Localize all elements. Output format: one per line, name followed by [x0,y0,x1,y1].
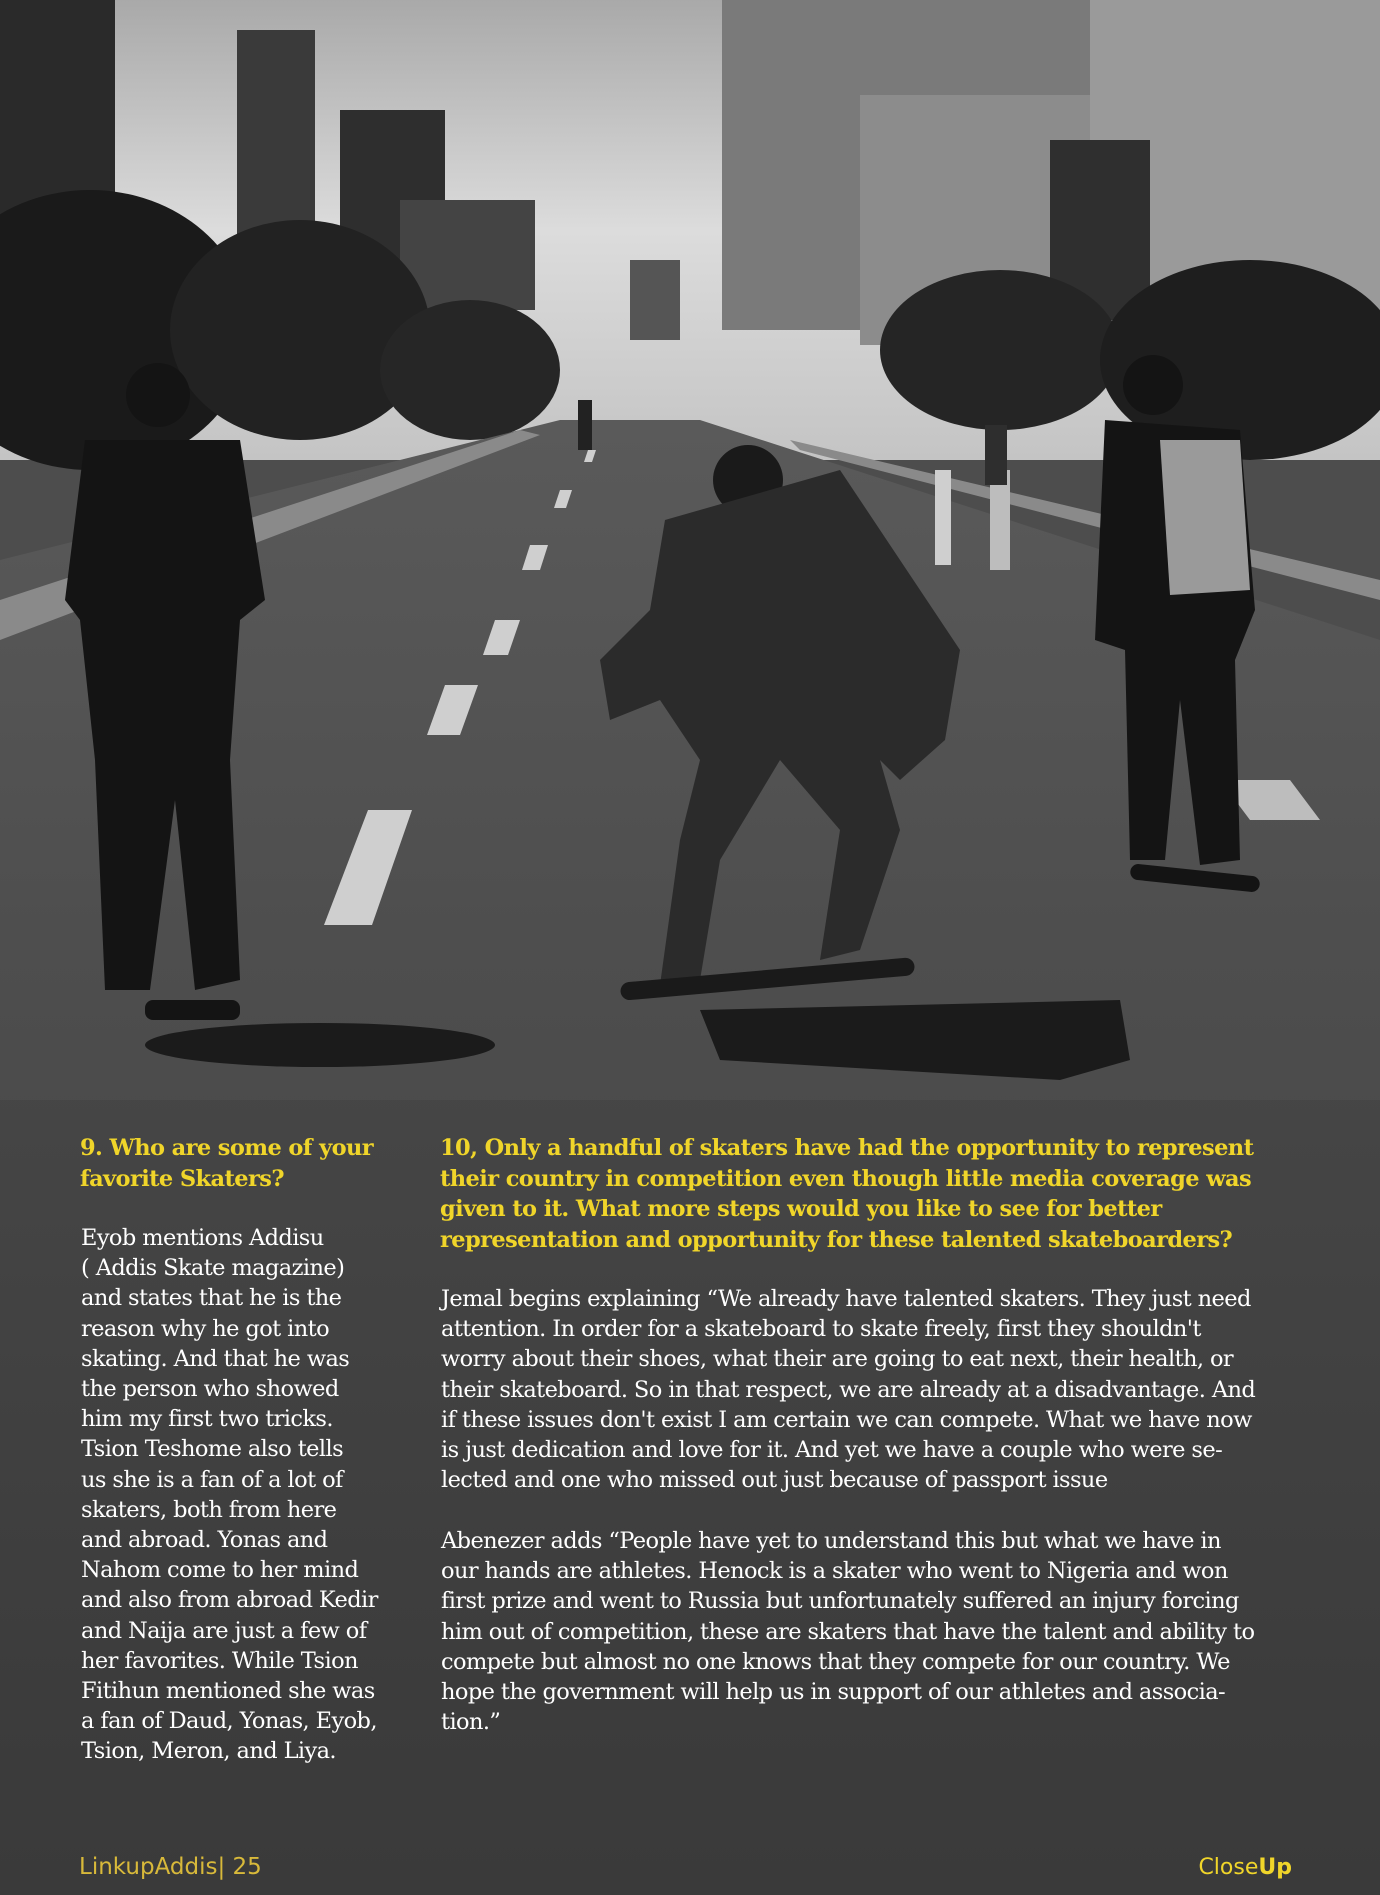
answer-line: their skateboard. So in that respect, we are already at a disadvantage. And [441,1376,1256,1403]
answer-line: the person who showed [81,1376,339,1403]
section-label-close: Close [1198,1855,1259,1880]
question-10-heading: 10, Only a handful of skaters have had the opportunity to represent their country in competition even though little media coverage was given to it. What more steps would you like to see for better representation and opportunity for these talented skateboarders? [440,1135,1254,1253]
answer-line: a fan of Daud, Yonas, Eyob, [81,1708,377,1735]
question-10-answer-jemal [441,1284,1321,1495]
question-9-heading: 9. Who are some of your favorite Skaters? [80,1135,374,1192]
answer-line: attention. In order for a skateboard to skate freely, first they shouldn't [441,1316,1201,1343]
answer-line: and Naija are just a few of [81,1617,367,1644]
answer-line: if these issues don't exist I am certain we can compete. What we have now [441,1406,1252,1433]
answer-line: compete but almost no one knows that they compete for our country. We [441,1648,1230,1675]
answer-line: tion.” [441,1709,501,1736]
answer-line: our hands are athletes. Henock is a skater who went to Nigeria and won [441,1558,1228,1585]
question-9-answer [81,1223,421,1767]
page-folio: LinkupAddis| 25 [79,1854,262,1880]
section-label-up: Up [1258,1855,1292,1880]
answer-line: Nahom come to her mind [81,1557,359,1584]
question-10-answer-abenezer [441,1526,1321,1737]
answer-line: lected and one who missed out just because of passport issue [441,1467,1108,1494]
answer-line: worry about their shoes, what their are going to eat next, their health, or [441,1346,1234,1373]
answer-line: skaters, both from here [81,1496,337,1523]
answer-line: and abroad. Yonas and [81,1527,328,1554]
answer-line: Abenezer adds “People have yet to understand this but what we have in [441,1528,1221,1554]
answer-line: hope the government will help us in support of our athletes and associa- [441,1679,1226,1706]
answer-line: and states that he is the [81,1285,342,1312]
answer-line: skating. And that he was [81,1345,350,1372]
answer-line: Eyob mentions Addisu [81,1225,324,1251]
answer-line: Tsion, Meron, and Liya. [81,1738,336,1765]
answer-line: ( Addis Skate magazine) [81,1255,345,1282]
answer-line: Jemal begins explaining “We already have talented skaters. They just need [441,1286,1251,1312]
answer-line: him my first two tricks. [81,1406,333,1433]
answer-line: and also from abroad Kedir [81,1587,378,1614]
answer-line: us she is a fan of a lot of [81,1466,343,1493]
answer-line: is just dedication and love for it. And yet we have a couple who were se- [441,1437,1223,1464]
answer-line: reason why he got into [81,1315,330,1342]
answer-line: him out of competition, these are skaters that have the talent and ability to [441,1618,1255,1645]
answer-line: Fitihun mentioned she was [81,1678,375,1705]
answer-line: first prize and went to Russia but unfortunately suffered an injury forcing [441,1588,1239,1615]
section-label [1198,1855,1292,1880]
answer-line: her favorites. While Tsion [81,1647,358,1674]
answer-line: Tsion Teshome also tells [81,1436,344,1463]
